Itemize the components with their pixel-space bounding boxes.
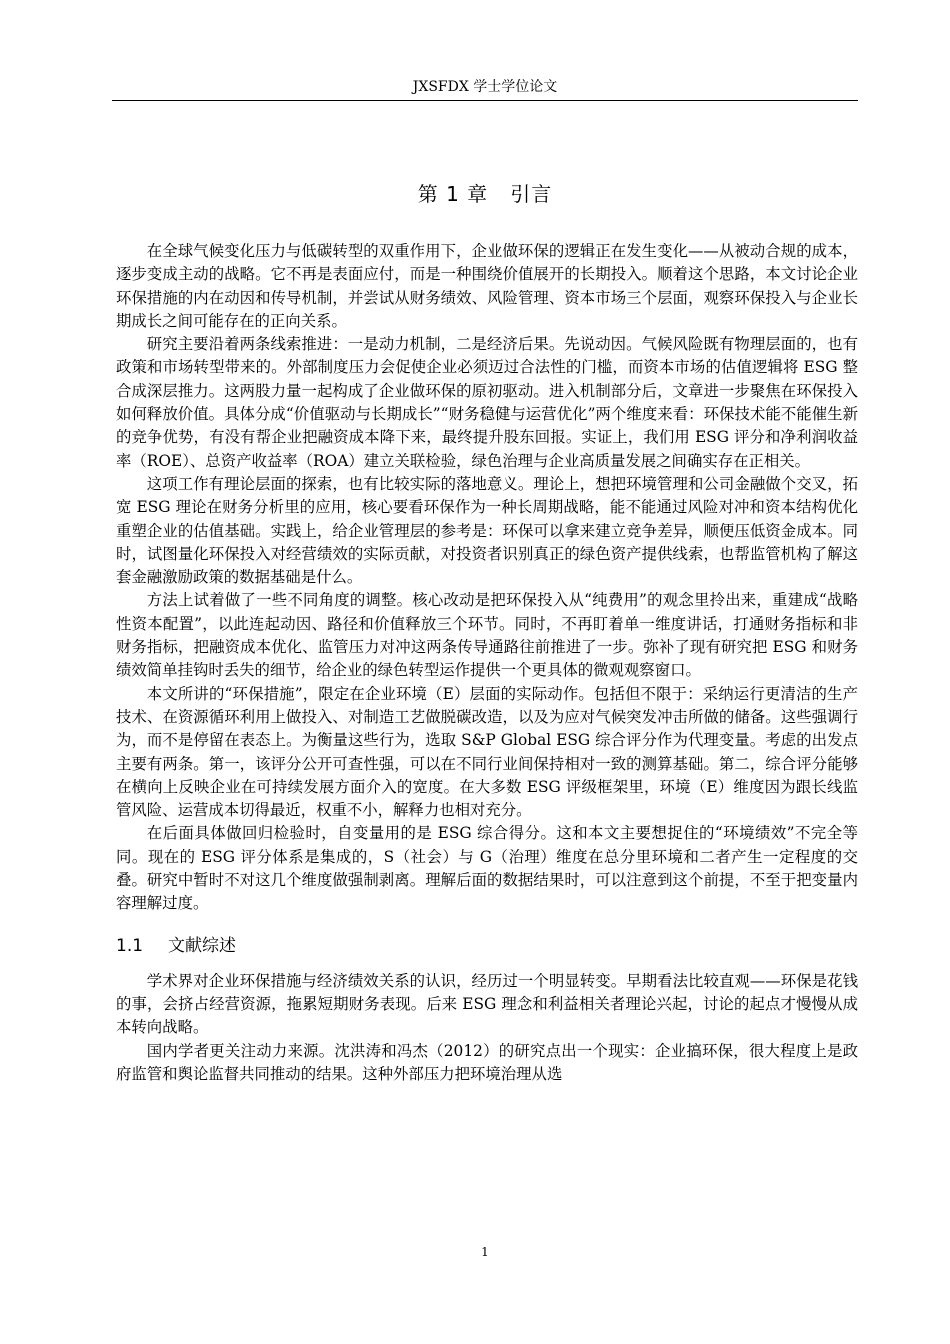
running-header: JXSFDX 学士学位论文	[412, 79, 558, 95]
literature-paragraph-1: 学术界对企业环保措施与经济绩效关系的认识，经历过一个明显转变。早期看法比较直观——环保是花钱的事，会挤占经营资源，拖累短期财务表现。后来 ESG 理念和利益相关者理论兴起，讨论的起点才慢慢从成本转向战略。	[116, 971, 858, 1037]
intro-paragraph-6: 在后面具体做回归检验时，自变量用的是 ESG 综合得分。这和本文主要想捉住的“环境绩效”不完全等同。现在的 ESG 评分体系是集成的，S（社会）与 G（治理）维度在总分里环境和二者产生一定程度的交叠。研究中暂时不对这几个维度做强制剥离。理解后面的数据结果时，可以注意到这个前提，不至于把变量内容理解过度。	[116, 824, 858, 913]
chapter-title: 第 1 章 引言	[417, 182, 553, 206]
body-text	[116, 240, 858, 1086]
section-title: 文献综述	[168, 935, 236, 956]
intro-paragraph-2: 研究主要沿着两条线索推进：一是动力机制，二是经济后果。先说动因。气候风险既有物理层面的，也有政策和市场转型带来的。外部制度压力会促使企业必须迈过合法性的门槛，而资本市场的估值逻辑将 ESG 整合成深层推力。这两股力量一起构成了企业做环保的原初驱动。进入机制部分后，文章进一步聚焦在环保投入如何释放价值。具体分成“价值驱动与长期成长”“财务稳健与运营优化”两个维度来看：环保技术能不能催生新的竞争优势，有没有帮企业把融资成本降下来，最终提升股东回报。实证上，我们用 ESG 评分和净利润收益率（ROE）、总资产收益率（ROA）建立关联检验，绿色治理与企业高质量发展之间确实存在正相关。	[116, 335, 858, 470]
intro-paragraph-5: 本文所讲的“环保措施”，限定在企业环境（E）层面的实际动作。包括但不限于：采纳运行更清洁的生产技术、在资源循环利用上做投入、对制造工艺做脱碳改造，以及为应对气候突发冲击所做的储备。这些强调行为，而不是停留在表态上。为衡量这些行为，选取 S&P Global ESG 综合评分作为代理变量。考虑的出发点主要有两条。第一，该评分公开可查性强，可以在不同行业间保持相对一致的测算基础。第二，综合评分能够在横向上反映企业在可持续发展方面介入的宽度。在大多数 ESG 评级框架里，环境（E）维度因为跟长线监管风险、运营成本切得最近，权重不小，解释力也相对充分。	[116, 684, 858, 820]
intro-paragraph-4: 方法上试着做了一些不同角度的调整。核心改动是把环保投入从“纯费用”的观念里拎出来，重建成“战略性资本配置”，以此连起动因、路径和价值释放三个环节。同时，不再盯着单一维度讲话，打通财务指标和非财务指标，把融资成本优化、监管压力对冲这两条传导通路往前推进了一步。弥补了现有研究把 ESG 和财务绩效简单挂钩时丢失的细节，给企业的绿色转型运作提供一个更具体的微观观察窗口。	[116, 591, 858, 680]
literature-paragraph-2: 国内学者更关注动力来源。沈洪涛和冯杰（2012）的研究点出一个现实：企业搞环保，很大程度上是政府监管和舆论监督共同推动的结果。这种外部压力把环境治理从选	[116, 1041, 858, 1083]
page-number: 1	[481, 1245, 489, 1259]
header-rule	[112, 100, 858, 101]
intro-paragraph-3: 这项工作有理论层面的探索，也有比较实际的落地意义。理论上，想把环境管理和公司金融做个交叉，拓宽 ESG 理论在财务分析里的应用，核心要看环保作为一种长周期战略，能不能通过风险对冲和资本结构优化重塑企业的估值基础。实践上，给企业管理层的参考是：环保可以拿来建立竞争差异，顺便压低资金成本。同时，试图量化环保投入对经营绩效的实际贡献，对投资者识别真正的绿色资产提供线索，也帮监管机构了解这套金融激励政策的数据基础是什么。	[116, 474, 858, 587]
section-number: 1.1	[116, 935, 144, 956]
section-heading-1-1	[116, 934, 858, 958]
intro-paragraph-1: 在全球气候变化压力与低碳转型的双重作用下，企业做环保的逻辑正在发生变化——从被动合规的成本，逐步变成主动的战略。它不再是表面应付，而是一种围绕价值展开的长期投入。顺着这个思路，本文讨论企业环保措施的内在动因和传导机制，并尝试从财务绩效、风险管理、资本市场三个层面，观察环保投入与企业长期成长之间可能存在的正向关系。	[116, 242, 858, 330]
